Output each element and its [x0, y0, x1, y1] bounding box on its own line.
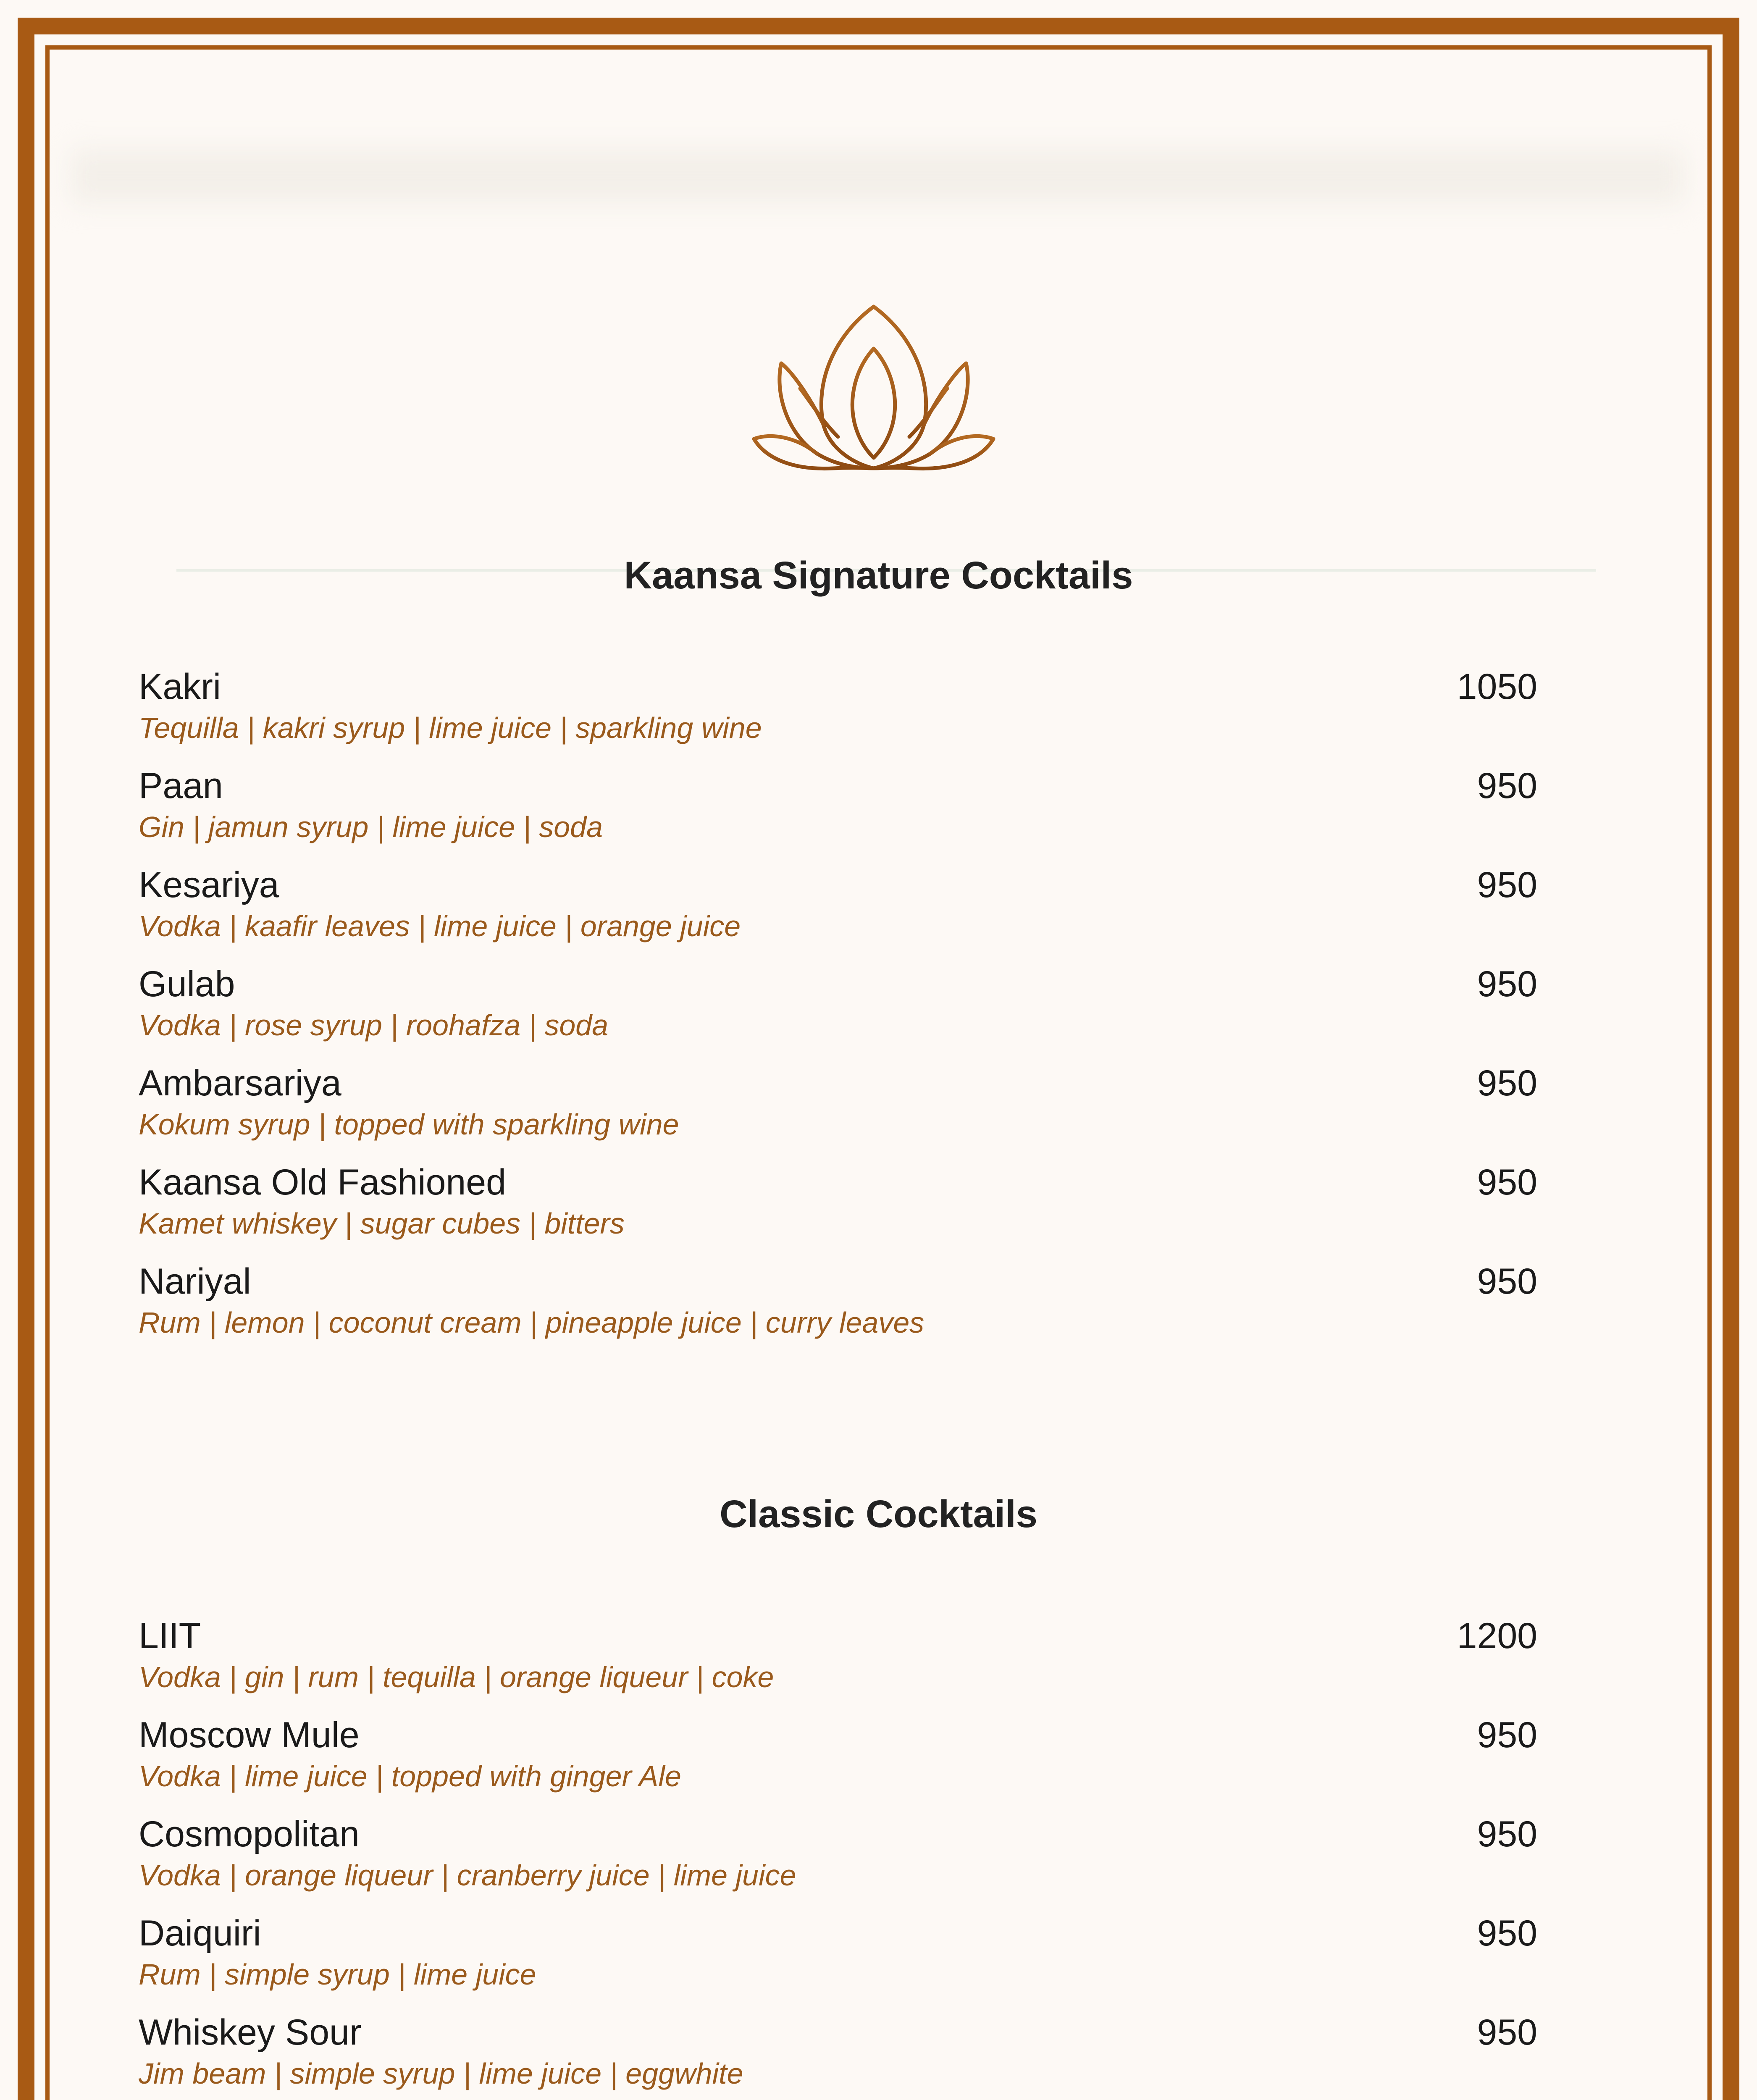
- item-description: Vodka | orange liqueur | cranberry juice | lime juice: [139, 1859, 796, 1892]
- menu-item-whiskey-sour: [139, 2009, 1537, 2100]
- item-description: Rum | lemon | coconut cream | pineapple juice | curry leaves: [139, 1306, 924, 1339]
- item-name: Gulab: [139, 964, 235, 1004]
- item-description: Vodka | kaafir leaves | lime juice | orange juice: [139, 910, 741, 942]
- item-name: Nariyal: [139, 1261, 251, 1302]
- menu-item-kakri: [139, 664, 1537, 763]
- item-price: 950: [1477, 1913, 1537, 1953]
- menu-item-gulab: [139, 961, 1537, 1060]
- item-name: Kesariya: [139, 865, 279, 905]
- item-description: Vodka | gin | rum | tequilla | orange liqueur | coke: [139, 1661, 774, 1693]
- menu-item-daiquiri: [139, 1910, 1537, 2009]
- item-name: Kaansa Old Fashioned: [139, 1162, 506, 1202]
- item-price: 950: [1477, 1162, 1537, 1202]
- classic-cocktail-list: [139, 1613, 1537, 2100]
- item-description: Kamet whiskey | sugar cubes | bitters: [139, 1207, 625, 1240]
- item-price: 950: [1477, 964, 1537, 1004]
- item-name: Whiskey Sour: [139, 2012, 362, 2053]
- menu-item-moscow-mule: [139, 1712, 1537, 1811]
- item-description: Vodka | lime juice | topped with ginger Ale: [139, 1760, 681, 1793]
- item-description: Tequilla | kakri syrup | lime juice | sparkling wine: [139, 711, 762, 744]
- item-description: Kokum syrup | topped with sparkling wine: [139, 1108, 679, 1141]
- item-name: Daiquiri: [139, 1913, 261, 1953]
- section-title-classic: Classic Cocktails: [720, 1493, 1037, 1536]
- lotus-icon: [750, 298, 998, 479]
- item-name: Kakri: [139, 667, 221, 707]
- item-price: 950: [1477, 1814, 1537, 1854]
- item-name: LIIT: [139, 1616, 201, 1656]
- item-price: 950: [1477, 1261, 1537, 1302]
- item-name: Paan: [139, 766, 223, 806]
- menu-item-nariyal: [139, 1258, 1537, 1357]
- menu-item-ambarsariya: [139, 1060, 1537, 1159]
- item-price: 950: [1477, 766, 1537, 806]
- menu-item-kesariya: [139, 862, 1537, 961]
- item-price: 950: [1477, 865, 1537, 905]
- item-price: 950: [1477, 1715, 1537, 1755]
- item-description: Gin | jamun syrup | lime juice | soda: [139, 811, 603, 843]
- item-description: Vodka | rose syrup | roohafza | soda: [139, 1009, 609, 1042]
- item-description: Rum | simple syrup | lime juice: [139, 1958, 536, 1991]
- item-name: Ambarsariya: [139, 1063, 341, 1103]
- menu-item-liit: [139, 1613, 1537, 1712]
- faded-header-band: [71, 149, 1684, 204]
- menu-item-paan: [139, 763, 1537, 862]
- item-description: Jim beam | simple syrup | lime juice | eggwhite: [139, 2057, 743, 2090]
- item-price: 1200: [1457, 1616, 1537, 1656]
- signature-cocktail-list: [139, 664, 1537, 1357]
- section-title-signature: Kaansa Signature Cocktails: [624, 554, 1133, 597]
- menu-item-cosmopolitan: [139, 1811, 1537, 1910]
- item-price: 1050: [1457, 667, 1537, 707]
- item-price: 950: [1477, 1063, 1537, 1103]
- item-price: 950: [1477, 2012, 1537, 2053]
- menu-item-kaansa-old-fashioned: [139, 1159, 1537, 1258]
- item-name: Cosmopolitan: [139, 1814, 360, 1854]
- item-name: Moscow Mule: [139, 1715, 360, 1755]
